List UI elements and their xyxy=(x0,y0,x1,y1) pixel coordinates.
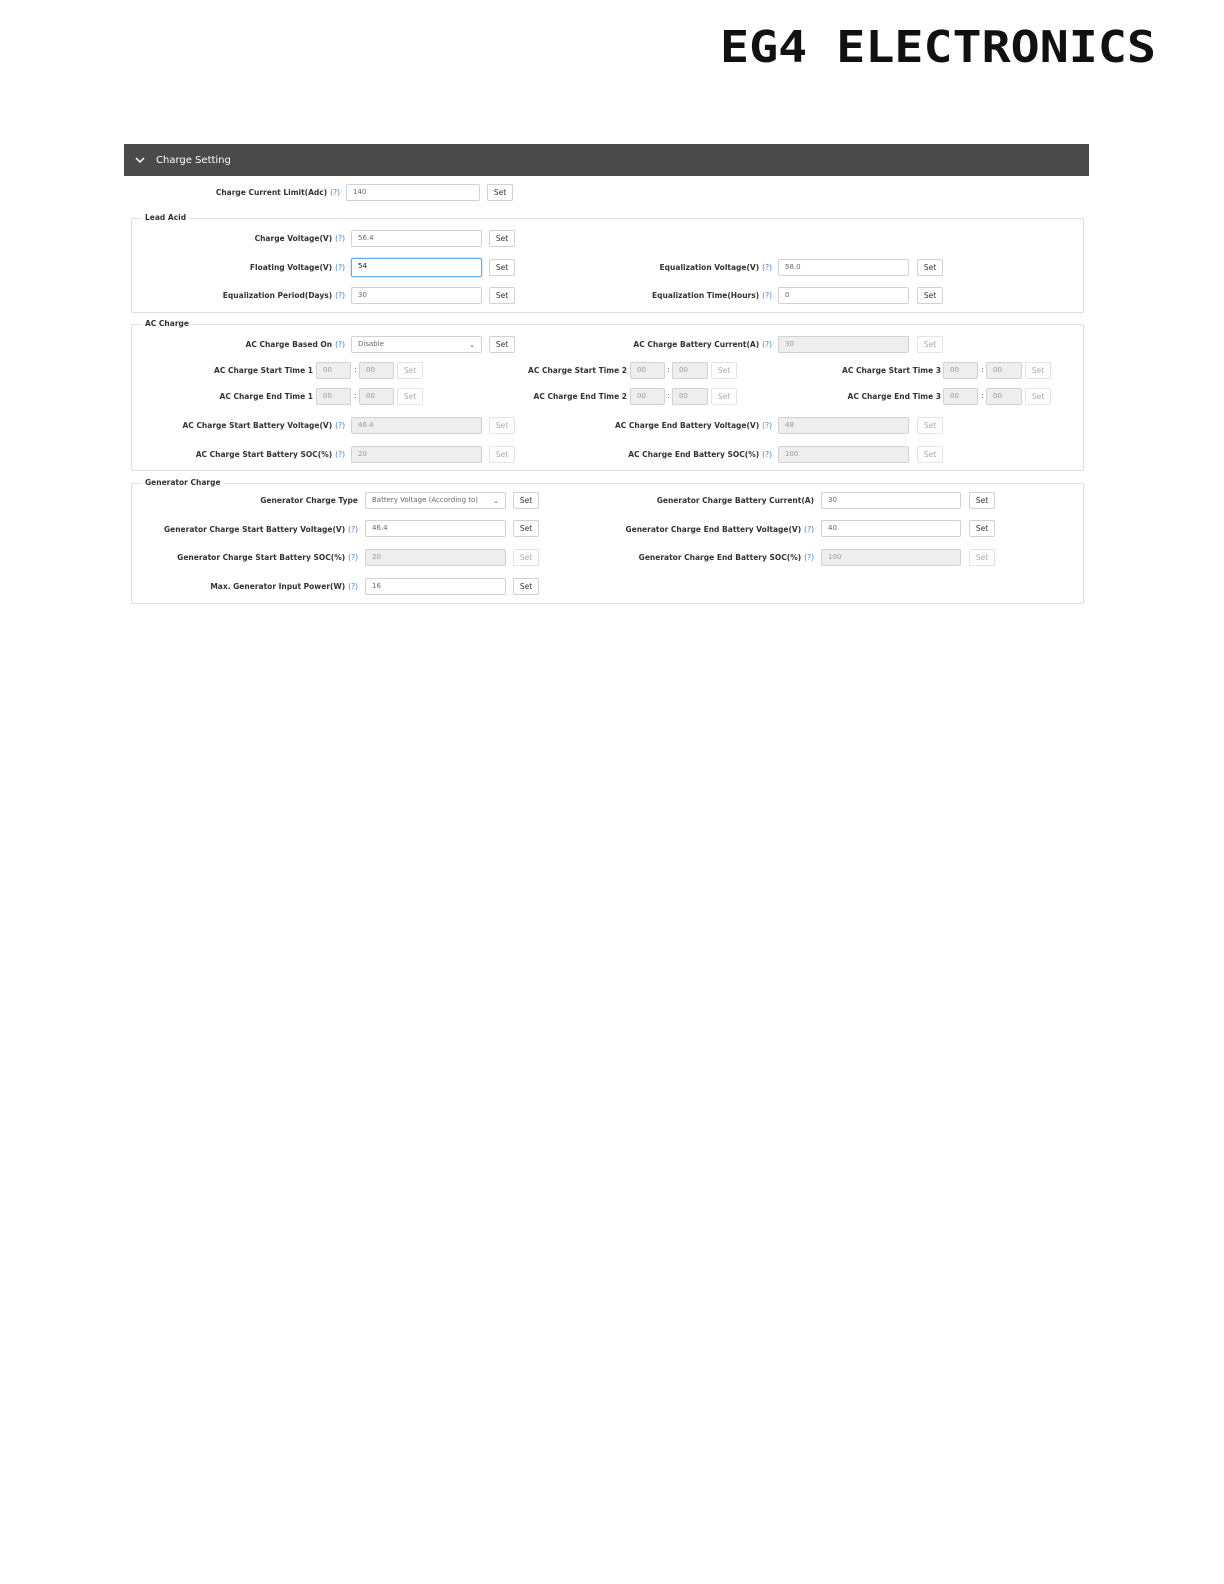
generator-charge-type-label: Generator Charge Type xyxy=(260,496,358,505)
charge-voltage-input[interactable]: 56.4 xyxy=(351,230,482,247)
ac-charge-end-battery-soc-input[interactable]: 100 xyxy=(778,446,909,463)
ac-charge-legend: AC Charge xyxy=(142,319,192,328)
ac-charge-end-time-3-hour[interactable]: 00 xyxy=(943,388,978,405)
help-icon[interactable]: (?) xyxy=(335,450,345,459)
equalization-voltage-label: Equalization Voltage(V) (?) xyxy=(659,263,772,272)
time-separator: : xyxy=(667,391,670,400)
help-icon[interactable]: (?) xyxy=(348,582,358,591)
time-separator: : xyxy=(354,391,357,400)
time-separator: : xyxy=(667,365,670,374)
generator-charge-start-battery-soc-set-button[interactable]: Set xyxy=(513,549,539,566)
ac-charge-start-battery-soc-label: AC Charge Start Battery SOC(%) (?) xyxy=(195,450,345,459)
generator-charge-start-battery-soc-input[interactable]: 20 xyxy=(365,549,506,566)
charge-current-limit-label: Charge Current Limit(Adc) (?) xyxy=(215,188,340,197)
ac-charge-end-battery-voltage-label: AC Charge End Battery Voltage(V) (?) xyxy=(615,421,772,430)
generator-charge-end-battery-soc-set-button[interactable]: Set xyxy=(969,549,995,566)
ac-charge-end-time-2-label: AC Charge End Time 2 xyxy=(533,392,627,401)
ac-charge-end-battery-voltage-set-button[interactable]: Set xyxy=(917,417,943,434)
generator-charge-start-battery-soc-label: Generator Charge Start Battery SOC(%) (?) xyxy=(177,553,358,562)
equalization-period-label: Equalization Period(Days) (?) xyxy=(222,291,345,300)
panel-header[interactable] xyxy=(124,144,1089,176)
ac-charge-start-time-2-hour[interactable]: 00 xyxy=(630,362,665,379)
equalization-period-input[interactable]: 30 xyxy=(351,287,482,304)
ac-charge-battery-current-set-button[interactable]: Set xyxy=(917,336,943,353)
time-separator: : xyxy=(981,365,984,374)
help-icon[interactable]: (?) xyxy=(762,340,772,349)
ac-charge-end-time-1-hour[interactable]: 00 xyxy=(316,388,351,405)
generator-charge-end-battery-soc-input[interactable]: 100 xyxy=(821,549,961,566)
ac-charge-start-time-2-set-button[interactable]: Set xyxy=(711,362,737,379)
help-icon[interactable]: (?) xyxy=(335,340,345,349)
ac-charge-end-time-3-minute[interactable]: 00 xyxy=(986,388,1022,405)
ac-charge-start-time-2-label: AC Charge Start Time 2 xyxy=(528,366,627,375)
ac-charge-based-on-label: AC Charge Based On (?) xyxy=(245,340,345,349)
help-icon[interactable]: (?) xyxy=(335,263,345,272)
help-icon[interactable]: (?) xyxy=(335,234,345,243)
equalization-time-input[interactable]: 0 xyxy=(778,287,909,304)
equalization-voltage-input[interactable]: 58.0 xyxy=(778,259,909,276)
charge-setting-panel xyxy=(124,144,1089,176)
equalization-voltage-set-button[interactable]: Set xyxy=(917,259,943,276)
ac-charge-battery-current-input[interactable]: 30 xyxy=(778,336,909,353)
ac-charge-based-on-value: Disable xyxy=(358,340,384,348)
max-generator-input-power-set-button[interactable]: Set xyxy=(513,578,539,595)
ac-charge-start-time-1-label: AC Charge Start Time 1 xyxy=(214,366,313,375)
chevron-down-icon[interactable] xyxy=(134,154,146,166)
max-generator-input-power-input[interactable]: 16 xyxy=(365,578,506,595)
ac-charge-start-time-3-set-button[interactable]: Set xyxy=(1025,362,1051,379)
help-icon[interactable]: (?) xyxy=(335,421,345,430)
ac-charge-start-battery-soc-set-button[interactable]: Set xyxy=(489,446,515,463)
ac-charge-end-battery-soc-set-button[interactable]: Set xyxy=(917,446,943,463)
ac-charge-end-time-3-set-button[interactable]: Set xyxy=(1025,388,1051,405)
ac-charge-end-time-1-label: AC Charge End Time 1 xyxy=(219,392,313,401)
ac-charge-start-time-2-minute[interactable]: 00 xyxy=(672,362,708,379)
equalization-time-set-button[interactable]: Set xyxy=(917,287,943,304)
ac-charge-start-time-3-minute[interactable]: 00 xyxy=(986,362,1022,379)
ac-charge-start-time-1-hour[interactable]: 00 xyxy=(316,362,351,379)
generator-charge-battery-current-input[interactable]: 30 xyxy=(821,492,961,509)
generator-charge-type-value: Battery Voltage (According to) xyxy=(372,496,478,504)
ac-charge-end-time-3-label: AC Charge End Time 3 xyxy=(847,392,941,401)
svg-text:EG4 ELECTRONICS: EG4 ELECTRONICS xyxy=(720,22,1156,73)
chevron-down-icon: ⌄ xyxy=(493,497,499,505)
help-icon[interactable]: (?) xyxy=(804,553,814,562)
ac-charge-based-on-set-button[interactable]: Set xyxy=(489,336,515,353)
equalization-period-set-button[interactable]: Set xyxy=(489,287,515,304)
help-icon[interactable]: (?) xyxy=(762,291,772,300)
ac-charge-battery-current-label: AC Charge Battery Current(A) (?) xyxy=(633,340,772,349)
ac-charge-end-time-1-set-button[interactable]: Set xyxy=(397,388,423,405)
ac-charge-start-battery-soc-input[interactable]: 20 xyxy=(351,446,482,463)
charge-current-limit-input[interactable]: 140 xyxy=(346,184,480,201)
generator-charge-battery-current-label: Generator Charge Battery Current(A) xyxy=(656,496,814,505)
time-separator: : xyxy=(354,365,357,374)
ac-charge-start-time-1-set-button[interactable]: Set xyxy=(397,362,423,379)
charge-voltage-label: Charge Voltage(V) (?) xyxy=(254,234,345,243)
generator-charge-legend: Generator Charge xyxy=(142,478,224,487)
ac-charge-end-battery-voltage-input[interactable]: 48 xyxy=(778,417,909,434)
generator-charge-battery-current-set-button[interactable]: Set xyxy=(969,492,995,509)
generator-charge-end-battery-voltage-input[interactable]: 40 xyxy=(821,520,961,537)
help-icon[interactable]: (?) xyxy=(330,188,340,197)
help-icon[interactable]: (?) xyxy=(348,525,358,534)
charge-current-limit-set-button[interactable]: Set xyxy=(487,184,513,201)
chevron-down-icon: ⌄ xyxy=(469,341,475,349)
time-separator: : xyxy=(981,391,984,400)
generator-charge-start-battery-voltage-set-button[interactable]: Set xyxy=(513,520,539,537)
lead-acid-legend: Lead Acid xyxy=(142,213,189,222)
help-icon[interactable]: (?) xyxy=(348,553,358,562)
help-icon[interactable]: (?) xyxy=(335,291,345,300)
ac-charge-end-time-2-hour[interactable]: 00 xyxy=(630,388,665,405)
generator-charge-end-battery-voltage-set-button[interactable]: Set xyxy=(969,520,995,537)
ac-charge-start-time-3-hour[interactable]: 00 xyxy=(943,362,978,379)
generator-charge-start-battery-voltage-input[interactable]: 46.4 xyxy=(365,520,506,537)
generator-charge-type-select[interactable] xyxy=(365,492,506,509)
ac-charge-start-time-1-minute[interactable]: 00 xyxy=(359,362,394,379)
ac-charge-start-time-3-label: AC Charge Start Time 3 xyxy=(842,366,941,375)
eg4-logo xyxy=(720,22,1156,74)
floating-voltage-set-button[interactable]: Set xyxy=(489,259,515,276)
floating-voltage-input[interactable]: 54 xyxy=(351,258,482,277)
panel-title: Charge Setting xyxy=(156,154,231,166)
ac-charge-start-battery-voltage-label: AC Charge Start Battery Voltage(V) (?) xyxy=(182,421,345,430)
help-icon[interactable]: (?) xyxy=(762,450,772,459)
generator-charge-end-battery-soc-label: Generator Charge End Battery SOC(%) (?) xyxy=(638,553,814,562)
charge-voltage-set-button[interactable]: Set xyxy=(489,230,515,247)
ac-charge-end-battery-soc-label: AC Charge End Battery SOC(%) (?) xyxy=(628,450,772,459)
generator-charge-type-set-button[interactable]: Set xyxy=(513,492,539,509)
ac-charge-end-time-2-minute[interactable]: 00 xyxy=(672,388,708,405)
ac-charge-based-on-select[interactable] xyxy=(351,336,482,353)
ac-charge-start-battery-voltage-input[interactable]: 46.4 xyxy=(351,417,482,434)
ac-charge-end-time-2-set-button[interactable]: Set xyxy=(711,388,737,405)
generator-charge-end-battery-voltage-label: Generator Charge End Battery Voltage(V) (?) xyxy=(625,525,814,534)
max-generator-input-power-label: Max. Generator Input Power(W) (?) xyxy=(210,582,358,591)
ac-charge-start-battery-voltage-set-button[interactable]: Set xyxy=(489,417,515,434)
ac-charge-end-time-1-minute[interactable]: 00 xyxy=(359,388,394,405)
help-icon[interactable]: (?) xyxy=(804,525,814,534)
help-icon[interactable]: (?) xyxy=(762,263,772,272)
equalization-time-label: Equalization Time(Hours) (?) xyxy=(652,291,772,300)
floating-voltage-label: Floating Voltage(V) (?) xyxy=(249,263,345,272)
help-icon[interactable]: (?) xyxy=(762,421,772,430)
generator-charge-start-battery-voltage-label: Generator Charge Start Battery Voltage(V) (?) xyxy=(163,525,358,534)
